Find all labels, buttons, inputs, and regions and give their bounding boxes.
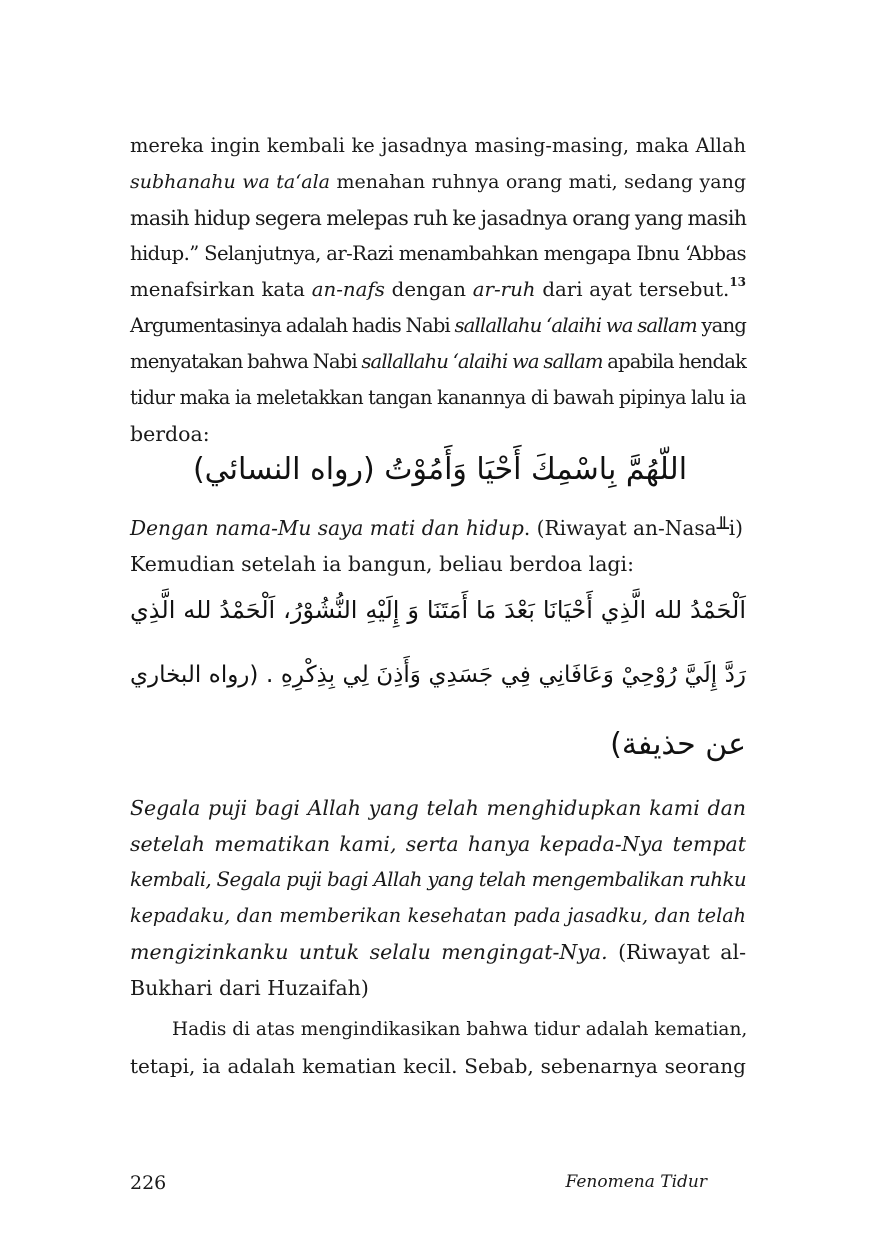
p1-line-5-c: dari ayat tersebut. (535, 278, 730, 301)
p3-line-3-text: kembali, Segala puji bagi Allah yang telah mengembalikan ruhku (130, 868, 746, 891)
p1-line-2 (130, 164, 746, 200)
p3-line-4 (130, 898, 746, 934)
p3-line-6: Bukhari dari Huzaifah) (130, 976, 369, 1000)
translation-1-line-2: Kemudian setelah ia bangun, beliau berdoa lagi: (130, 552, 635, 576)
p1-line-5-italic-1: an-nafs (311, 278, 385, 301)
p1-line-7-italic: sallallahu ‘alaihi wa sallam (361, 350, 603, 373)
translation-1-rest: . (Riwayat an-Nasa (523, 516, 717, 540)
paragraph-4 (130, 1012, 746, 1084)
p1-line-9: berdoa: (130, 422, 210, 446)
p3-line-2-text: setelah mematikan kami, serta hanya kepada-Nya tempat (130, 832, 746, 856)
p1-line-5-italic-2: ar-ruh (472, 278, 536, 301)
translation-1-glyph: ╨ (716, 516, 729, 540)
p3-line-3 (130, 862, 746, 898)
arabic-prayer-2-line-1: اَلْحَمْدُ لله الَّذِي أَحْيَانَا بَعْدَ مَا أَمَتَنَا وَ إِلَيْهِ النُّشُوْرُ، اَلْحَمْدُ لله الَّذِي (130, 596, 746, 624)
p4-line-2: tetapi, ia adalah kematian kecil. Sebab, sebenarnya seorang (130, 1054, 746, 1078)
p1-line-7-b: apabila hendak (602, 350, 746, 373)
p1-line-6-b: yang (696, 314, 746, 337)
paragraph-3 (130, 790, 746, 1006)
p4-line-1: Hadis di atas mengindikasikan bahwa tidur adalah kematian, (172, 1019, 748, 1040)
p1-line-6-italic: sallallahu ‘alaihi wa sallam (454, 314, 697, 337)
translation-1-line-1 (130, 510, 746, 546)
arabic-prayer-1: اللّهُمَّ بِاسْمِكَ أَحْيَا وَأَمُوْتُ (رواه النسائي) (192, 452, 688, 487)
arabic-prayer-2-line-2: رَدَّ إِلَيَّ رُوْحِيْ وَعَافَانِي فِي جَسَدِي وَأَذِنَ لِي بِذِكْرِهِ . (رواه البخاري (130, 662, 746, 688)
p1-line-8: tidur maka ia meletakkan tangan kanannya di bawah pipinya lalu ia (130, 386, 746, 409)
p3-line-5-rest: (Riwayat al- (607, 940, 746, 964)
page-number: 226 (130, 1172, 167, 1194)
p1-line-2-rest: menahan ruhnya orang mati, sedang yang (330, 171, 746, 193)
p3-line-5 (130, 934, 746, 970)
p3-line-1 (130, 790, 746, 826)
p1-line-3: masih hidup segera melepas ruh ke jasadnya orang yang masih (130, 206, 747, 230)
p1-line-7 (130, 344, 746, 380)
translation-1-italic: Dengan nama-Mu saya mati dan hidup (130, 516, 524, 540)
p1-line-7-a: menyatakan bahwa Nabi (130, 350, 362, 373)
p1-line-6 (130, 308, 746, 344)
p1-line-5 (130, 272, 746, 308)
p1-line-2-italic: subhanahu wa ta‘ala (130, 171, 331, 193)
p1-line-6-a: Argumentasinya adalah hadis Nabi (130, 314, 455, 337)
arabic-prayer-2-line-3: عن حذيفة) (610, 727, 746, 762)
paragraph-1 (130, 128, 746, 452)
p1-line-1: mereka ingin kembali ke jasadnya masing-masing, maka Allah (130, 134, 746, 157)
footnote-marker[interactable]: 13 (729, 275, 747, 289)
p1-line-5-b: dengan (384, 278, 473, 301)
p1-line-4: hidup.” Selanjutnya, ar-Razi menambahkan mengapa Ibnu ‘Abbas (130, 242, 746, 265)
p3-line-5-italic: mengizinkanku untuk selalu mengingat-Nya. (130, 940, 608, 964)
p3-line-4-text: kepadaku, dan memberikan kesehatan pada jasadku, dan telah (130, 904, 746, 927)
p1-line-5-a: menafsirkan kata (130, 278, 312, 301)
p3-line-2 (130, 826, 746, 862)
translation-1-end: i) (728, 516, 744, 540)
running-footer-title: Fenomena Tidur (565, 1172, 707, 1192)
translation-1 (130, 510, 746, 582)
p3-line-1-text: Segala puji bagi Allah yang telah menghidupkan kami dan (130, 796, 746, 820)
